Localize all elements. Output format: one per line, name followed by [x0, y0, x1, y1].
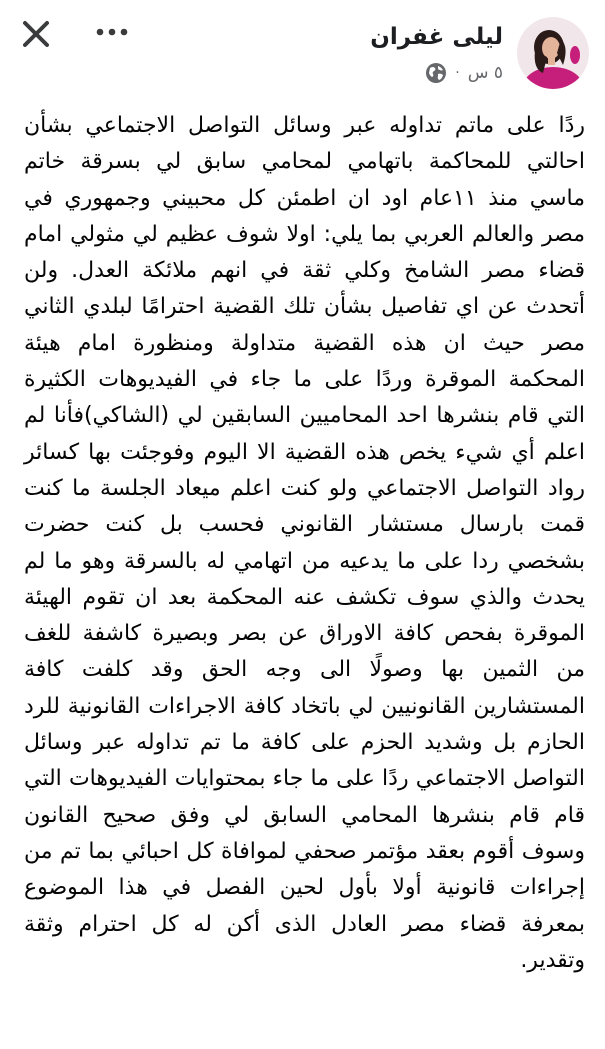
post-timestamp[interactable]: ٥ س	[467, 63, 503, 83]
author-name[interactable]: ليلى غفران	[370, 24, 503, 50]
post-body	[24, 108, 585, 979]
post-meta	[425, 62, 503, 84]
close-icon[interactable]	[18, 16, 54, 52]
post-header	[0, 0, 605, 100]
meta-separator: ·	[455, 65, 460, 81]
close-button[interactable]	[18, 16, 54, 52]
more-options-icon[interactable]	[92, 20, 132, 44]
post-text: ردًا على ماتم تداوله عبر وسائل التواصل الاجتماعي بشأن احالتي للمحاكمة باتهامي لمحامي سابق لي بسرقة خاتم ماسي منذ ١١عام اود ان اطمئن كل محبيني وجمهوري في مصر والعالم العربي بما يلي: اولا شوف عظيم لي مثولي امام قضاء مصر الشامخ وكلي ثقة في انهم ملائكة العدل. ولن أتحدث عن اي تفاصيل بشأن تلك القضية احترامًا لبلدي الثاني مصر حيث ان هذه القضية متداولة ومنظورة امام هيئة المحكمة الموقرة وردًا على ما جاء في الفيديوهات الكثيرة التي قام بنشرها احد المحاميين السابقين لي (الشاكي)فأنا لم اعلم أي شيء يخص هذه القضية الا اليوم وفوجئت بها كسائر رواد التواصل الاجتماعي ولو كنت اعلم ميعاد الجلسة ما كنت قمت بارسال مستشار القانوني فحسب بل كنت حضرت بشخصي ردا على ما يدعيه من اتهامي له بالسرقة وهو ما لم يحدث والذي سوف تكشف عنه المحكمة بعد ان تقوم الهيئة الموقرة بفحص كافة الاوراق عن بصر وبصيرة كاشفة للغف من الثمين بها وصولًا الى وجه الحق وقد كلفت كافة المستشارين القانونيين لي باتخاد كافة الاجراءات القانونية للرد الحازم بل وشديد الحزم على كافة ما تم تداوله عبر وسائل التواصل الاجتماعي ردًا على ما جاء بمحتوايات الفيديوهات التي قام قام بنشرها المحامي السابق لي وفق صحيح القانون وسوف أقوم بعقد مؤتمر صحفي لموافاة كل احبائي بما تم من إجراءات قانونية أولا بأول لحين الفصل في هذا الموضوع بمعرفة قضاء مصر العادل الذى أكن له كل احترام وثقة وتقدير.	[24, 113, 586, 973]
globe-icon[interactable]	[425, 62, 447, 84]
more-options-button[interactable]	[92, 20, 132, 44]
avatar-image	[517, 17, 589, 89]
author-avatar[interactable]	[517, 17, 589, 89]
